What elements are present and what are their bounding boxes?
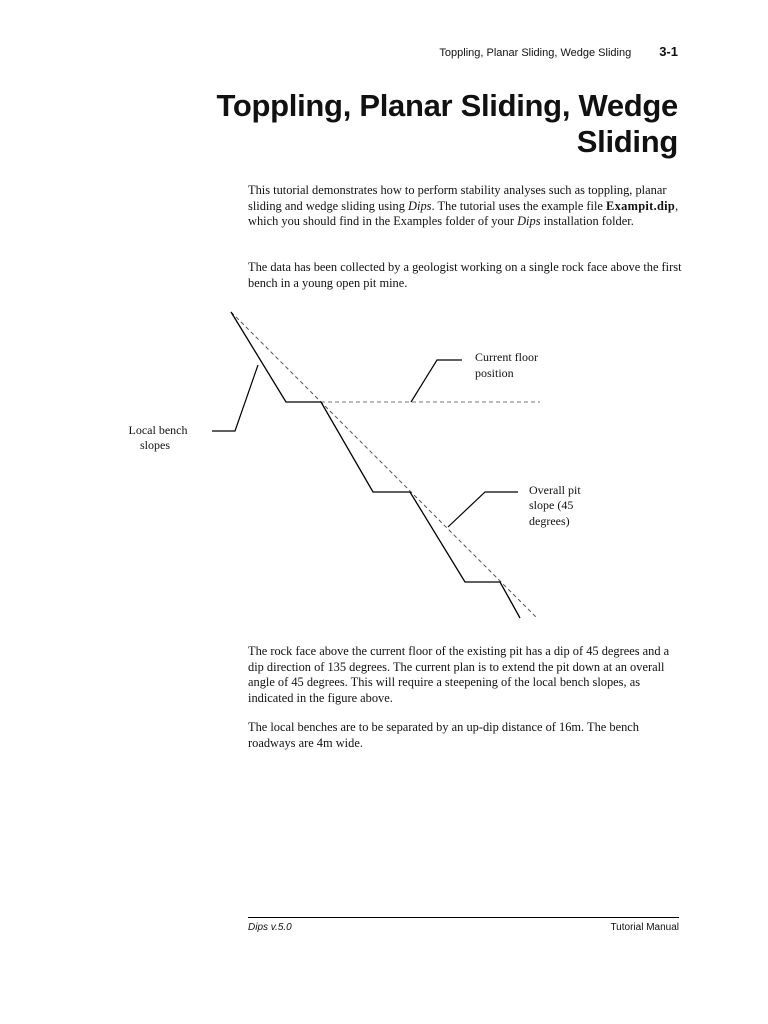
overall-label-line-2: slope (45	[529, 498, 574, 512]
header-section-title: Toppling, Planar Sliding, Wedge Sliding	[439, 47, 632, 59]
program-name: Dips	[408, 198, 432, 213]
page-title	[208, 88, 678, 160]
intro-paragraph	[248, 183, 688, 230]
footer-manual: Tutorial Manual	[610, 922, 679, 933]
intro-text-4: installation folder.	[540, 214, 634, 228]
page-title-line-1: Toppling, Planar Sliding, Wedge	[216, 88, 678, 123]
floor-label-line-1: Current floor	[475, 350, 538, 364]
bench-label-line-2: slopes	[140, 438, 170, 452]
overall-leader-line	[448, 492, 518, 527]
page-title-line-2: Sliding	[576, 124, 678, 159]
overall-label-line-3: degrees)	[529, 514, 570, 528]
floor-leader-line	[411, 360, 462, 402]
example-file-name: Exampit.dip	[606, 198, 676, 213]
pit-slope-figure	[0, 300, 768, 630]
footer-version: Dips v.5.0	[248, 922, 292, 933]
data-collection-paragraph: The data has been collected by a geologist working on a single rock face above the first bench in a young open pit mine.	[248, 260, 682, 290]
intro-text-2: . The tutorial uses the example file	[431, 198, 607, 213]
footer-rule	[248, 917, 679, 918]
header-page-number: 3-1	[659, 44, 678, 59]
running-header	[439, 44, 678, 59]
bench-leader-line	[212, 365, 258, 431]
overall-label-line-1: Overall pit	[529, 483, 581, 497]
bench-spacing-paragraph: The local benches are to be separated by an up-dip distance of 16m. The bench roadways are 4m wide.	[248, 720, 639, 750]
bench-label-line-1: Local bench	[128, 423, 188, 437]
intro-text-3: , which you should find in the Examples folder of your	[248, 198, 679, 228]
intro-text-1: This tutorial demonstrates how to perform stability analyses such as toppling, planar sliding and wedge sliding using	[248, 183, 667, 213]
rock-face-paragraph: The rock face above the current floor of the existing pit has a dip of 45 degrees and a dip direction of 135 degrees. The current plan is to extend the pit down at an overall angle of 45 degrees. This will require a steepening of the local bench slopes, as indicated in the figure above.	[248, 644, 670, 705]
footer	[248, 922, 679, 933]
floor-label-line-2: position	[475, 366, 514, 380]
program-name-2: Dips	[517, 214, 541, 228]
